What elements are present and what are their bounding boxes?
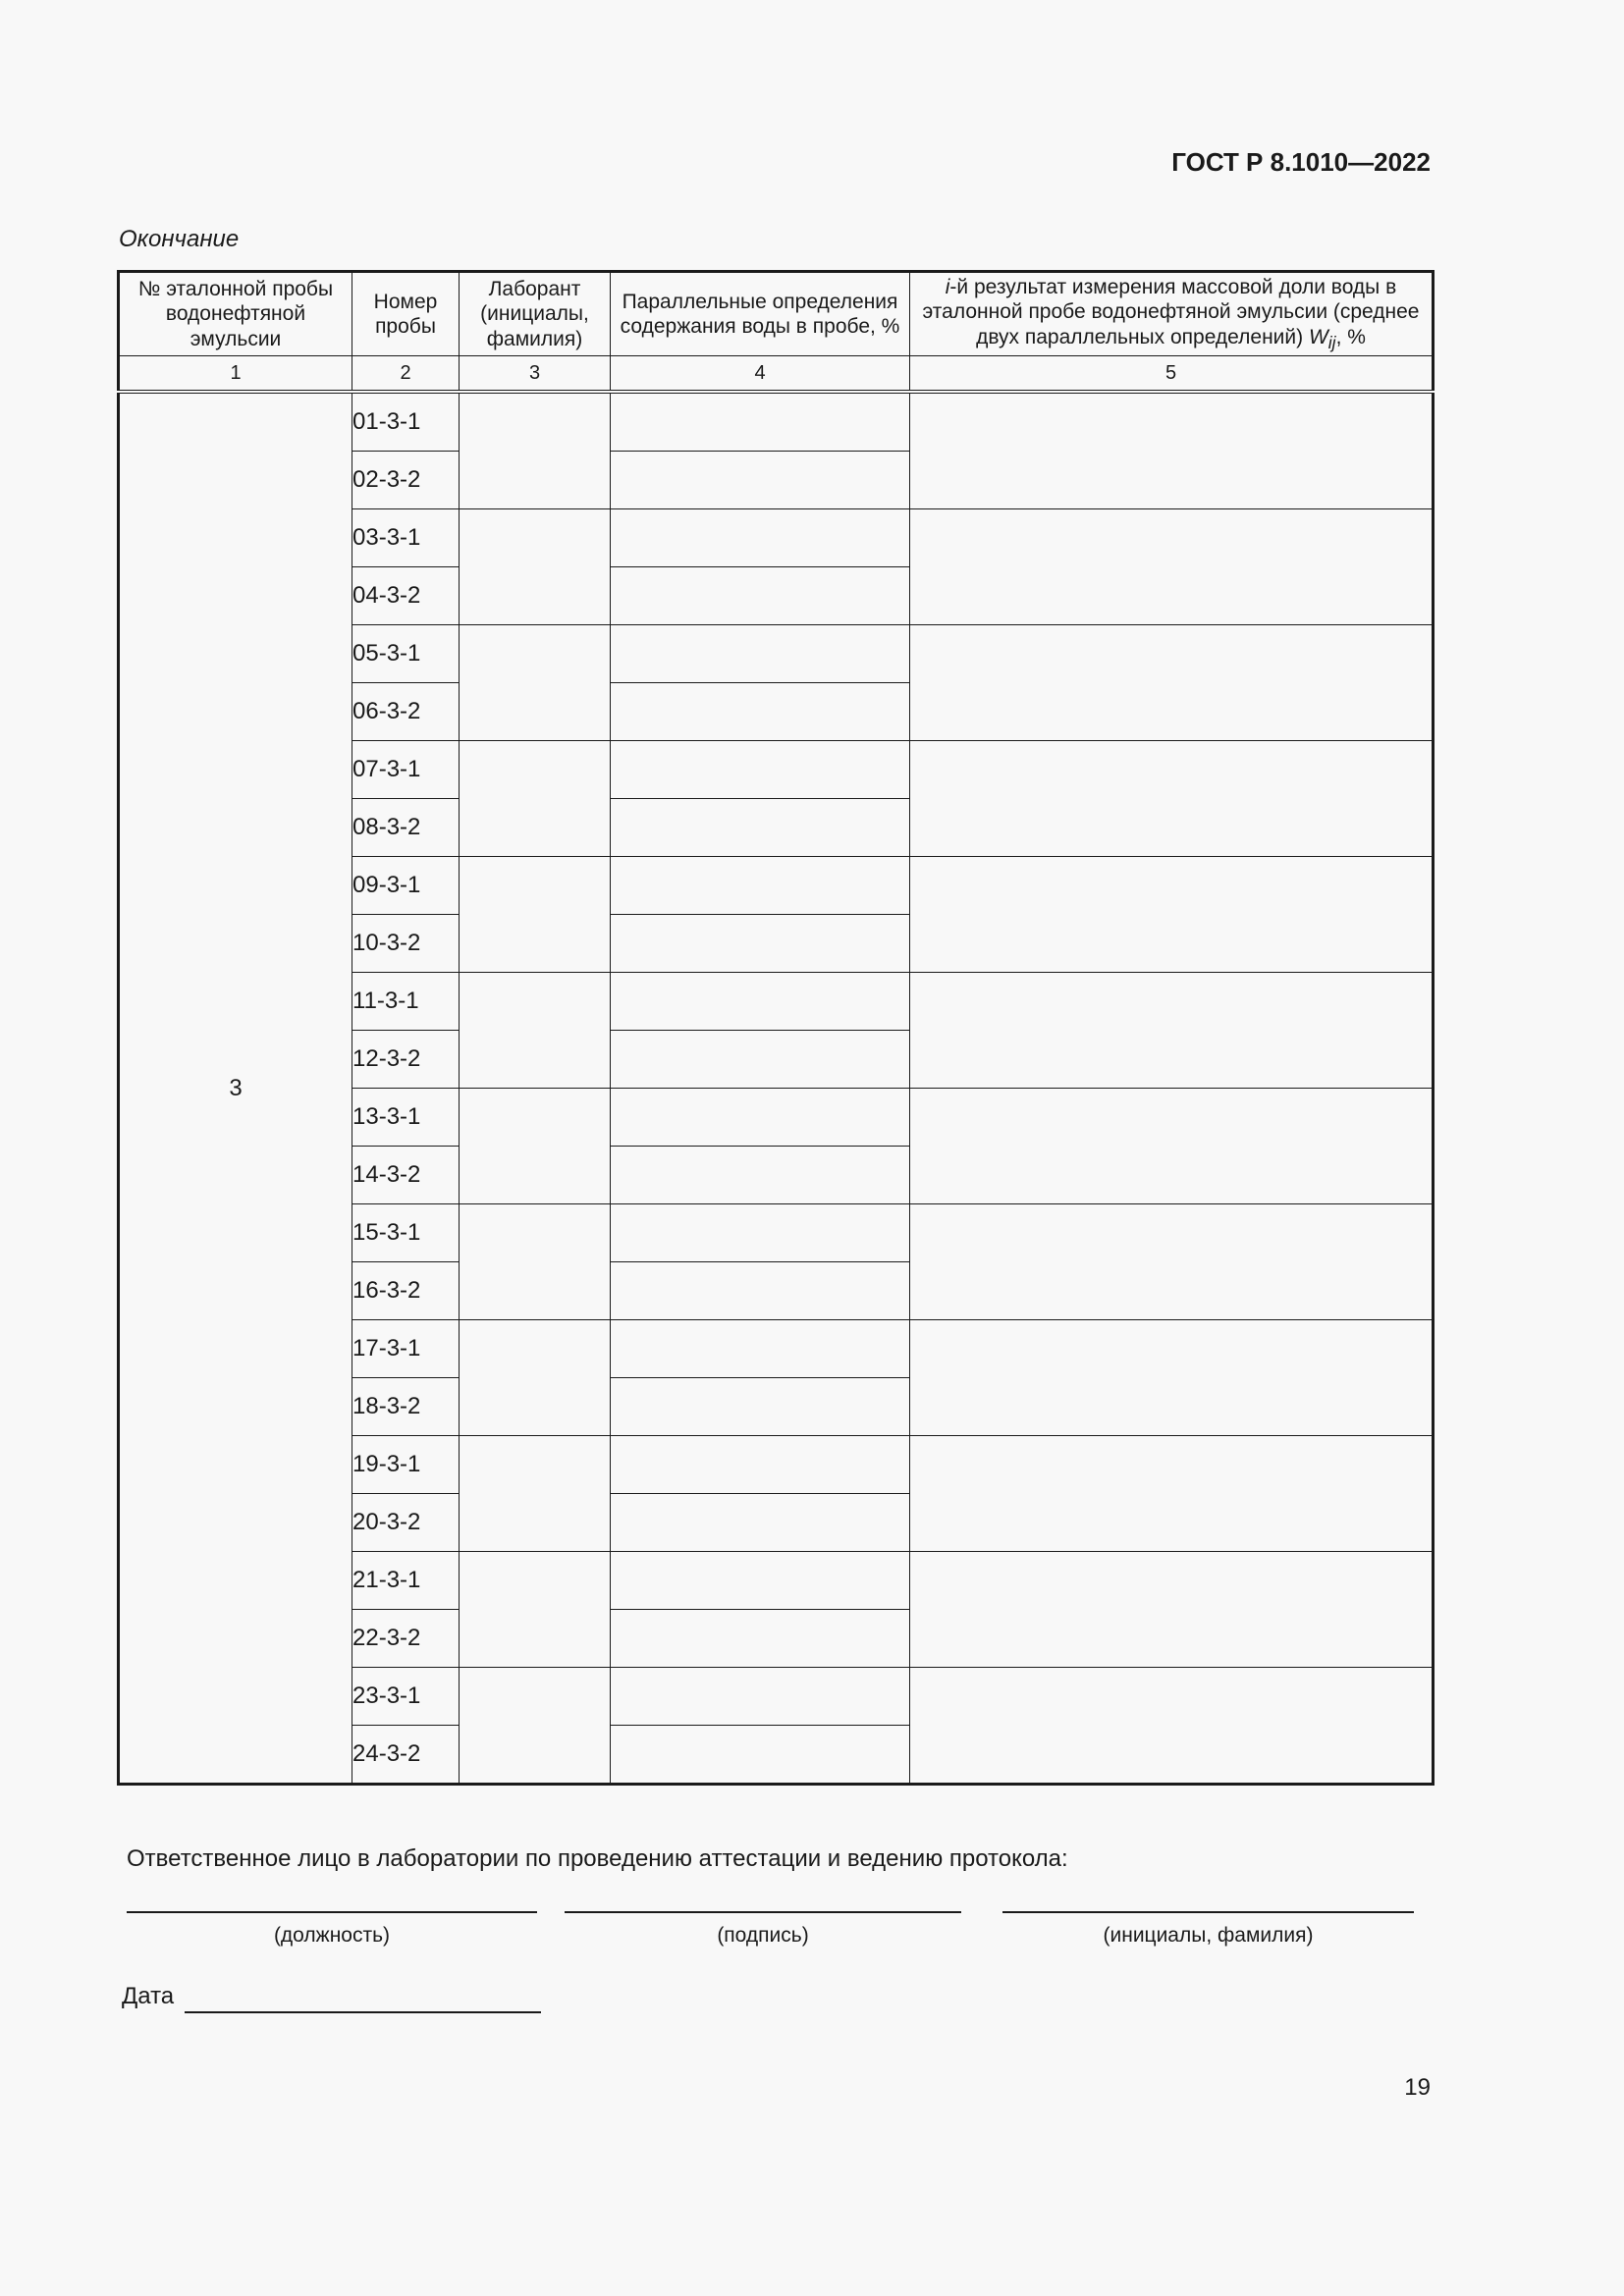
col5-suffix: , % — [1335, 325, 1366, 348]
parallel-determination-cell[interactable] — [611, 1378, 910, 1436]
col-header-sample: Номер пробы — [352, 272, 460, 356]
assistant-cell[interactable] — [460, 1552, 611, 1668]
assistant-cell[interactable] — [460, 509, 611, 625]
assistant-cell[interactable] — [460, 392, 611, 509]
parallel-determination-cell[interactable] — [611, 1089, 910, 1147]
sample-number-cell: 14-3-2 — [352, 1147, 460, 1204]
col-number: 5 — [910, 356, 1434, 393]
table-caption: Окончание — [119, 226, 240, 252]
sample-number-cell: 09-3-1 — [352, 857, 460, 915]
sample-number-cell: 17-3-1 — [352, 1320, 460, 1378]
sample-number-cell: 04-3-2 — [352, 567, 460, 625]
parallel-determination-cell[interactable] — [611, 973, 910, 1031]
assistant-cell[interactable] — [460, 1089, 611, 1204]
parallel-determination-cell[interactable] — [611, 452, 910, 509]
col5-text: -й результат измерения массовой доли воды в эталонной пробе водонефтяной эмульсии (среднее двух параллельных определений) — [922, 276, 1420, 348]
assistant-cell[interactable] — [460, 625, 611, 741]
col-header-emulsion: № эталонной пробы водонефтяной эмульсии — [119, 272, 352, 356]
sample-number-cell: 22-3-2 — [352, 1610, 460, 1668]
assistant-cell[interactable] — [460, 1436, 611, 1552]
sample-number-cell: 13-3-1 — [352, 1089, 460, 1147]
col-number: 3 — [460, 356, 611, 393]
protocol-table — [117, 270, 1435, 1786]
sample-number-cell: 03-3-1 — [352, 509, 460, 567]
sample-number-cell: 24-3-2 — [352, 1726, 460, 1785]
sample-number-cell: 11-3-1 — [352, 973, 460, 1031]
parallel-determination-cell[interactable] — [611, 1610, 910, 1668]
sample-number-cell: 21-3-1 — [352, 1552, 460, 1610]
sample-number-cell: 16-3-2 — [352, 1262, 460, 1320]
sample-number-cell: 08-3-2 — [352, 799, 460, 857]
parallel-determination-cell[interactable] — [611, 567, 910, 625]
parallel-determination-cell[interactable] — [611, 1204, 910, 1262]
col-number: 1 — [119, 356, 352, 393]
col-header-assistant: Лаборант (инициалы, фамилия) — [460, 272, 611, 356]
result-cell[interactable] — [910, 1204, 1434, 1320]
signature-line — [565, 1911, 961, 1913]
result-cell[interactable] — [910, 857, 1434, 973]
sample-number-cell: 23-3-1 — [352, 1668, 460, 1726]
sample-number-cell: 19-3-1 — [352, 1436, 460, 1494]
column-number-row — [119, 356, 1434, 393]
result-cell[interactable] — [910, 625, 1434, 741]
parallel-determination-cell[interactable] — [611, 1320, 910, 1378]
standard-code: ГОСТ Р 8.1010—2022 — [1171, 147, 1431, 177]
sample-number-cell: 15-3-1 — [352, 1204, 460, 1262]
parallel-determination-cell[interactable] — [611, 1726, 910, 1785]
col-header-parallel: Параллельные определения содержания воды в пробе, % — [611, 272, 910, 356]
assistant-cell[interactable] — [460, 973, 611, 1089]
col-header-result — [910, 272, 1434, 356]
col-number: 2 — [352, 356, 460, 393]
parallel-determination-cell[interactable] — [611, 1262, 910, 1320]
parallel-determination-cell[interactable] — [611, 683, 910, 741]
assistant-cell[interactable] — [460, 1204, 611, 1320]
date-line — [185, 2011, 541, 2013]
parallel-determination-cell[interactable] — [611, 392, 910, 452]
col5-symbol: W — [1308, 325, 1328, 348]
parallel-determination-cell[interactable] — [611, 1494, 910, 1552]
responsible-person-text: Ответственное лицо в лаборатории по проведению аттестации и ведению протокола: — [127, 1845, 1068, 1872]
col5-italic-prefix: i — [945, 276, 950, 299]
result-cell[interactable] — [910, 1320, 1434, 1436]
result-cell[interactable] — [910, 1552, 1434, 1668]
sample-number-cell: 06-3-2 — [352, 683, 460, 741]
parallel-determination-cell[interactable] — [611, 1031, 910, 1089]
parallel-determination-cell[interactable] — [611, 509, 910, 567]
result-cell[interactable] — [910, 392, 1434, 509]
parallel-determination-cell[interactable] — [611, 625, 910, 683]
assistant-cell[interactable] — [460, 741, 611, 857]
parallel-determination-cell[interactable] — [611, 741, 910, 799]
parallel-determination-cell[interactable] — [611, 1436, 910, 1494]
sample-number-cell: 07-3-1 — [352, 741, 460, 799]
signature-label: (подпись) — [717, 1924, 809, 1947]
parallel-determination-cell[interactable] — [611, 799, 910, 857]
parallel-determination-cell[interactable] — [611, 915, 910, 973]
result-cell[interactable] — [910, 1089, 1434, 1204]
assistant-cell[interactable] — [460, 1668, 611, 1785]
col5-subscript: ij — [1327, 332, 1336, 352]
date-label: Дата — [122, 1983, 175, 2009]
parallel-determination-cell[interactable] — [611, 1668, 910, 1726]
name-line — [1002, 1911, 1414, 1913]
header-row — [119, 272, 1434, 356]
result-cell[interactable] — [910, 1668, 1434, 1785]
result-cell[interactable] — [910, 509, 1434, 625]
parallel-determination-cell[interactable] — [611, 1552, 910, 1610]
sample-number-cell: 05-3-1 — [352, 625, 460, 683]
position-line — [127, 1911, 537, 1913]
name-label: (инициалы, фамилия) — [1103, 1924, 1314, 1947]
assistant-cell[interactable] — [460, 857, 611, 973]
page-number: 19 — [1404, 2074, 1431, 2101]
col-number: 4 — [611, 356, 910, 393]
assistant-cell[interactable] — [460, 1320, 611, 1436]
sample-number-cell: 01-3-1 — [352, 392, 460, 452]
parallel-determination-cell[interactable] — [611, 1147, 910, 1204]
position-label: (должность) — [273, 1924, 391, 1947]
emulsion-number-cell: 3 — [119, 392, 352, 1785]
sample-number-cell: 02-3-2 — [352, 452, 460, 509]
sample-number-cell: 10-3-2 — [352, 915, 460, 973]
sample-number-cell: 12-3-2 — [352, 1031, 460, 1089]
sample-number-cell: 18-3-2 — [352, 1378, 460, 1436]
sample-number-cell: 20-3-2 — [352, 1494, 460, 1552]
parallel-determination-cell[interactable] — [611, 857, 910, 915]
table-row — [119, 392, 1434, 452]
result-cell[interactable] — [910, 741, 1434, 857]
result-cell[interactable] — [910, 973, 1434, 1089]
result-cell[interactable] — [910, 1436, 1434, 1552]
